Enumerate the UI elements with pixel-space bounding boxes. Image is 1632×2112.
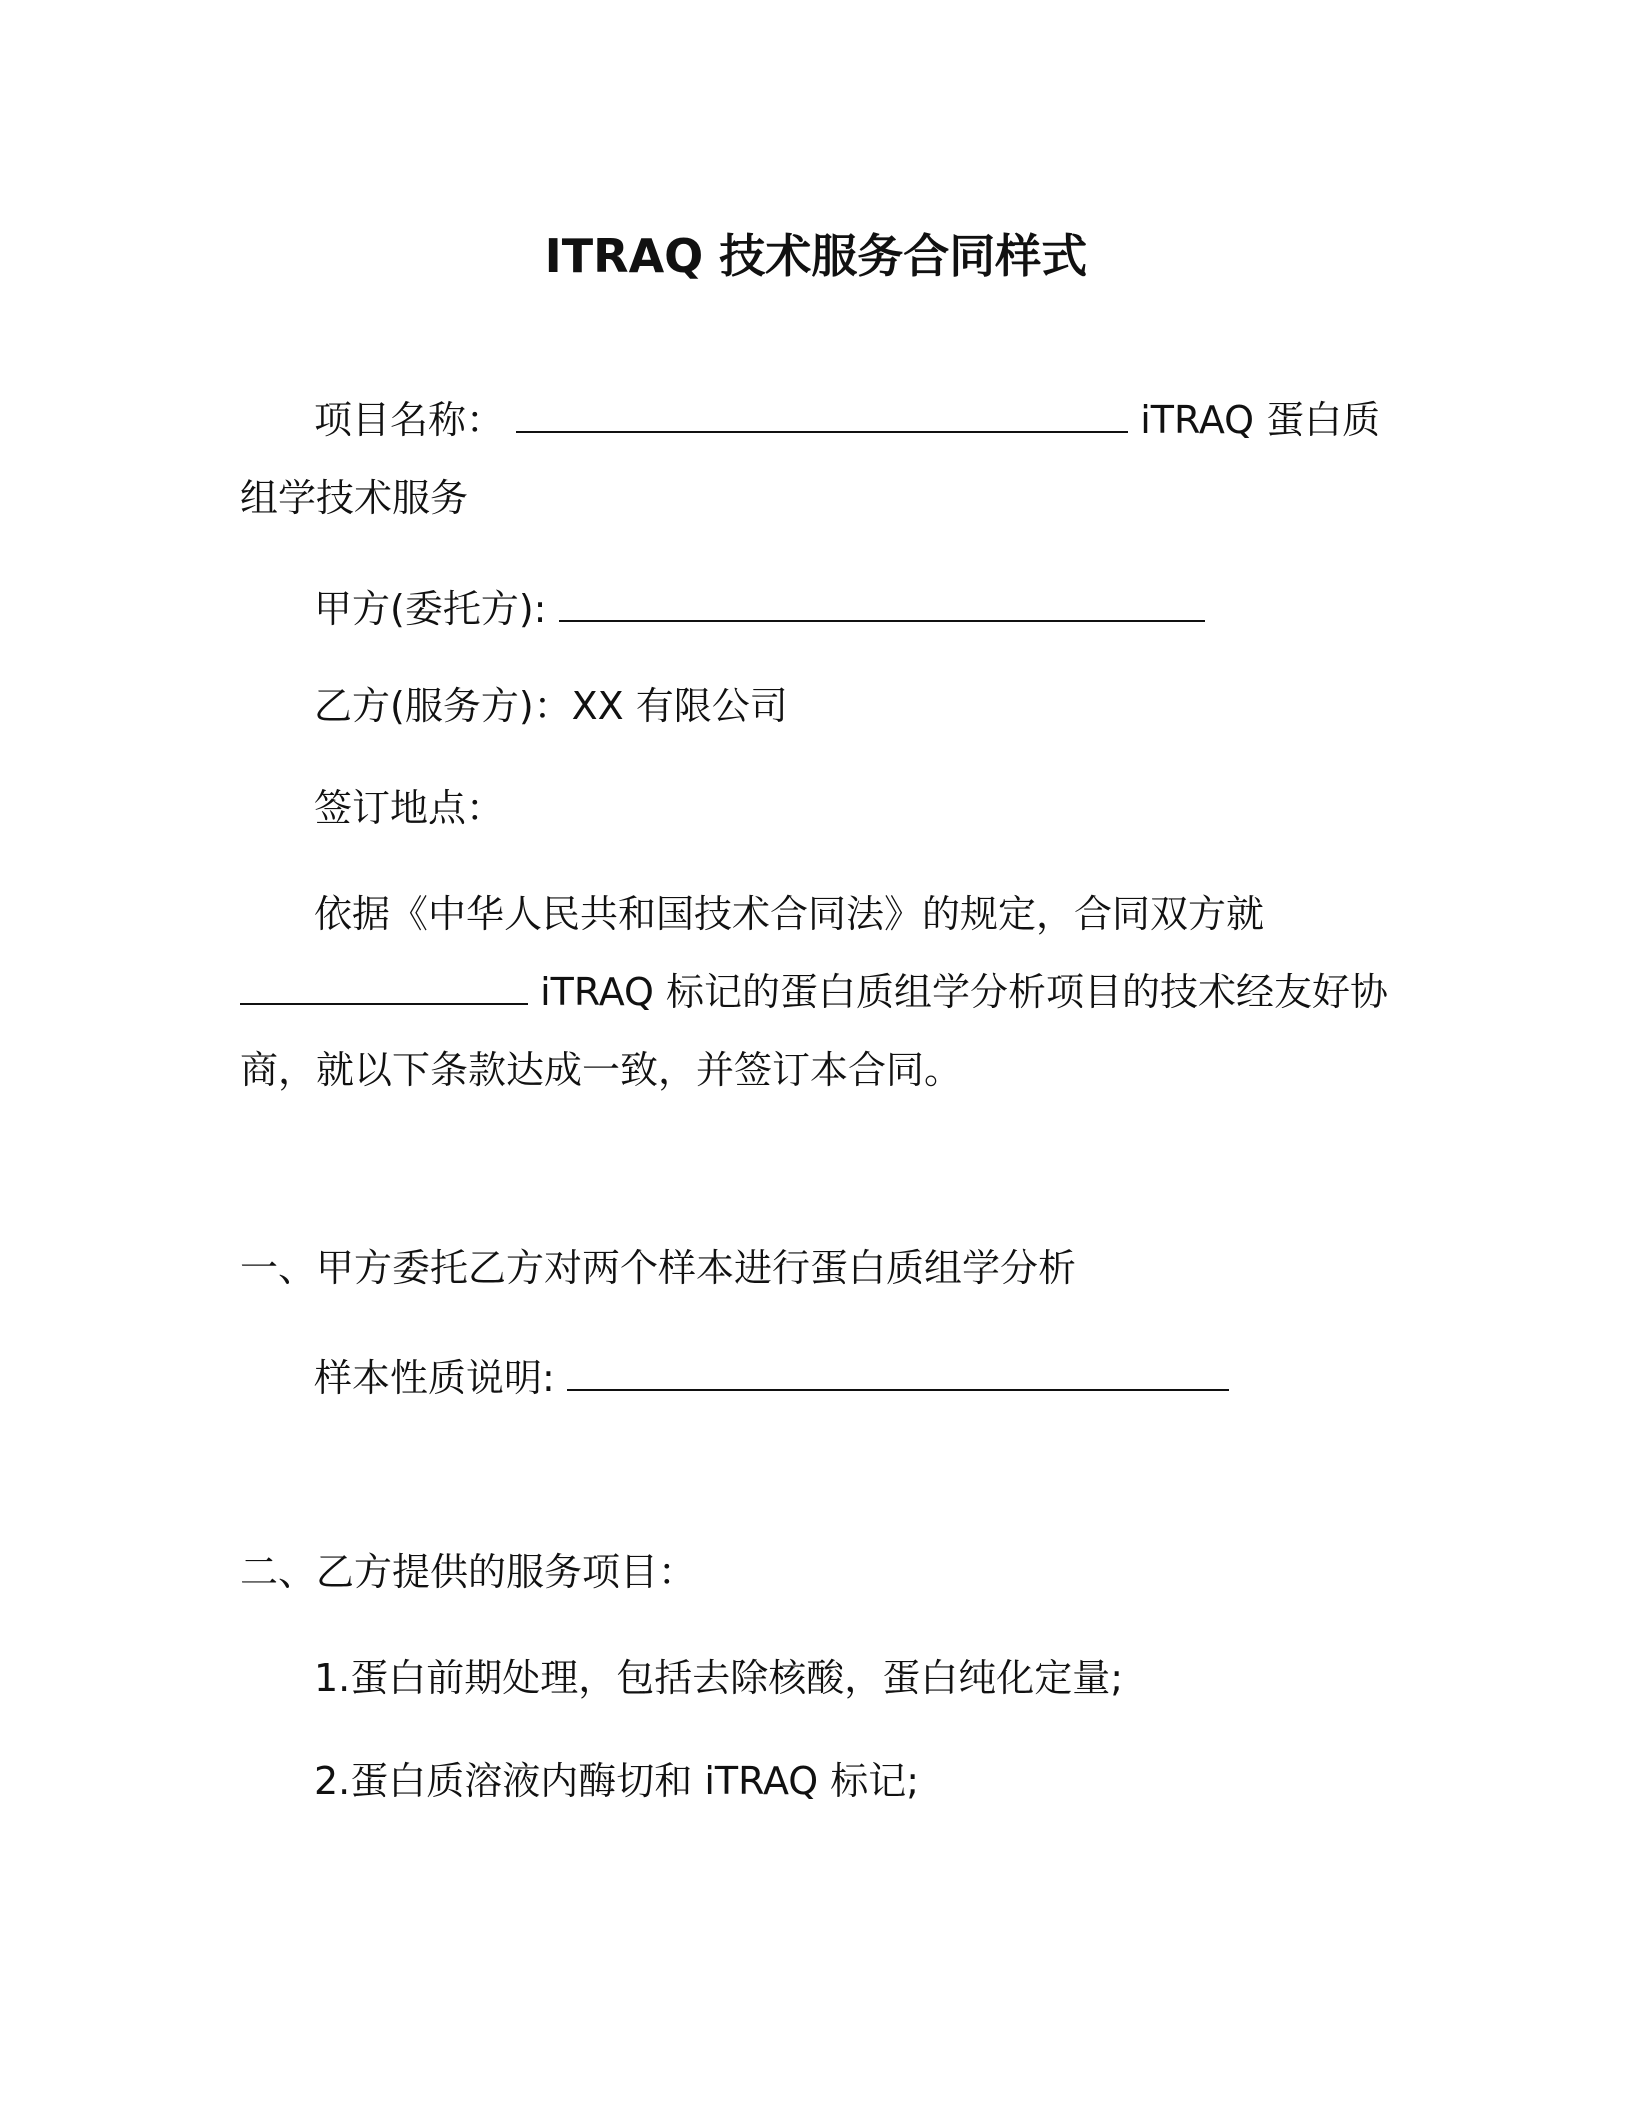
project-name-continuation: 组学技术服务 xyxy=(240,476,469,520)
service-item-2: 2.蛋白质溶液内酶切和 iTRAQ 标记; xyxy=(314,1759,920,1803)
preamble-line-2-text: iTRAQ 标记的蛋白质组学分析项目的技术经友好协 xyxy=(540,970,1389,1014)
section-2-heading: 二、乙方提供的服务项目： xyxy=(240,1550,697,1594)
preamble-line-2 xyxy=(240,968,1388,1016)
signing-place-line: 签订地点： xyxy=(314,786,505,830)
sample-description-label: 样本性质说明: xyxy=(314,1356,555,1400)
service-item-1: 1.蛋白前期处理，包括去除核酸，蛋白纯化定量; xyxy=(314,1656,1124,1700)
party-a-line xyxy=(314,585,1205,633)
document-title: ITRAQ 技术服务合同样式 xyxy=(544,229,1088,283)
party-a-label: 甲方(委托方): xyxy=(314,587,547,631)
sample-description-blank[interactable] xyxy=(567,1357,1229,1391)
preamble-line-3: 商，就以下条款达成一致，并签订本合同。 xyxy=(240,1048,963,1092)
project-name-value: iTRAQ 蛋白质 xyxy=(1140,398,1381,442)
project-subject-blank[interactable] xyxy=(240,971,528,1005)
project-name-blank[interactable] xyxy=(516,399,1128,433)
party-b-line: 乙方(服务方)：XX 有限公司 xyxy=(314,684,788,728)
preamble-line-1: 依据《中华人民共和国技术合同法》的规定，合同双方就 xyxy=(314,892,1265,936)
party-a-blank[interactable] xyxy=(559,588,1205,622)
section-1-heading: 一、甲方委托乙方对两个样本进行蛋白质组学分析 xyxy=(240,1246,1077,1290)
project-name-line xyxy=(314,396,1380,444)
project-name-label: 项目名称： xyxy=(314,398,505,442)
sample-description-line xyxy=(314,1354,1229,1402)
